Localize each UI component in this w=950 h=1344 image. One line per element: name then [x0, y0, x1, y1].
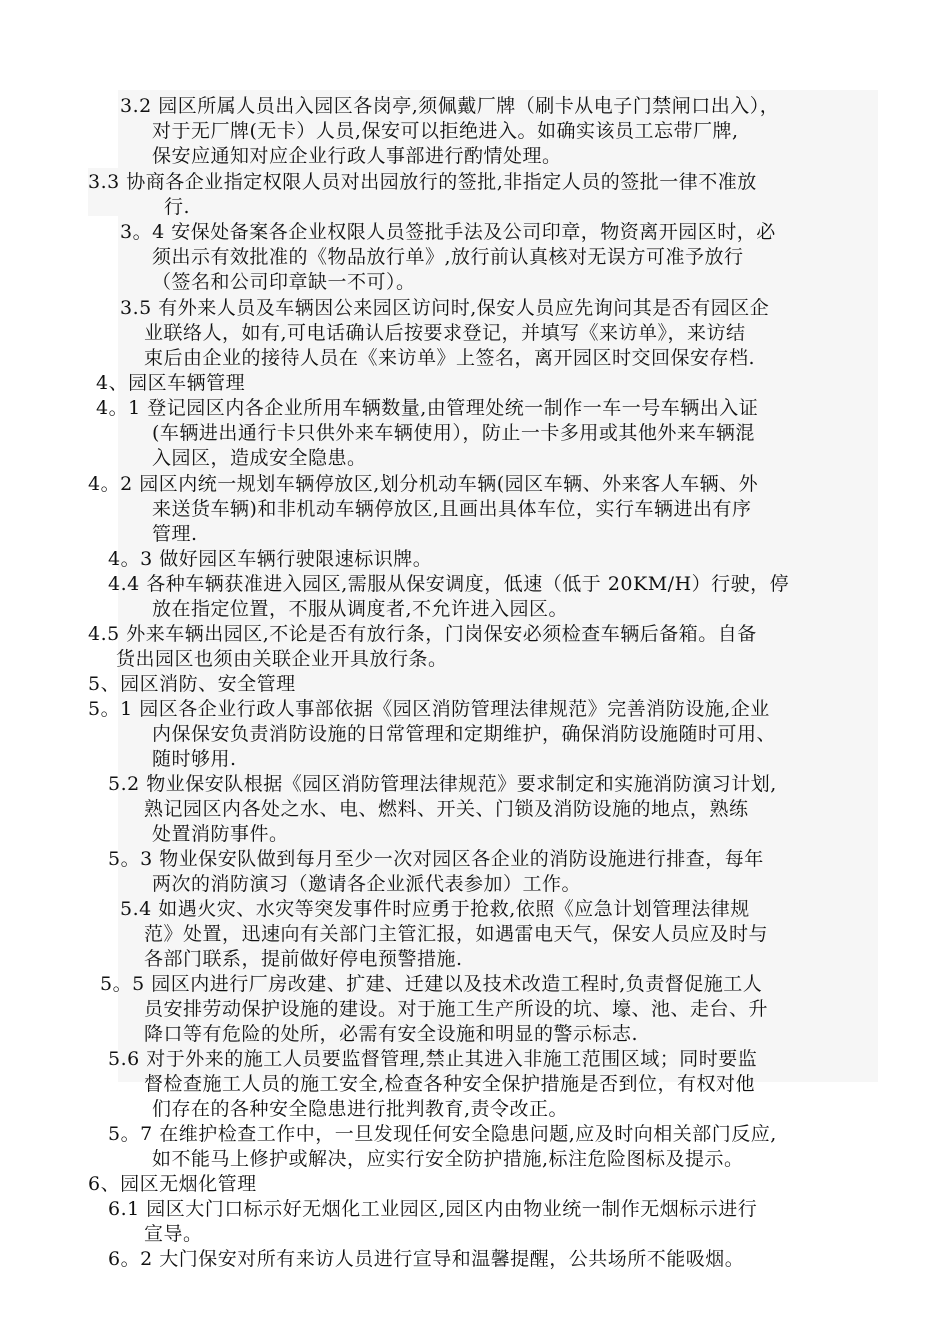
text-line: 如不能马上修护或解决，应实行安全防护措施,标注危险图标及提示。	[152, 1148, 744, 1170]
text-line: 放在指定位置，不服从调度者,不允许进入园区。	[152, 598, 569, 620]
text-line: 保安应通知对应企业行政人事部进行酌情处理。	[152, 145, 562, 167]
text-line: 5。5 园区内进行厂房改建、扩建、迁建以及技术改造工程时,负责督促施工人	[100, 973, 763, 995]
text-line: （签名和公司印章缺一不可）。	[152, 271, 416, 293]
text-line: 4.4 各种车辆获准进入园区,需服从保安调度，低速（低于 20KM/H）行驶，停	[108, 573, 790, 595]
text-line: 5.4 如遇火灾、水灾等突发事件时应勇于抢救,依照《应急计划管理法律规	[120, 898, 750, 920]
text-line: 货出园区也须由关联企业开具放行条。	[116, 648, 448, 670]
text-line: 各部门联系，提前做好停电预警措施.	[144, 948, 463, 970]
text-line: (车辆进出通行卡只供外来车辆使用），防止一卡多用或其他外来车辆混	[152, 422, 755, 444]
section-heading: 5、园区消防、安全管理	[88, 673, 296, 695]
text-line: 4。3 做好园区车辆行驶限速标识牌。	[108, 548, 433, 570]
text-line: 对于无厂牌(无卡）人员,保安可以拒绝进入。如确实该员工忘带厂牌,	[152, 120, 739, 142]
text-line: 3.5 有外来人员及车辆因公来园区访问时,保安人员应先询问其是否有园区企	[120, 297, 770, 319]
text-line: 来送货车辆)和非机动车辆停放区,且画出具体车位，实行车辆进出有序	[152, 498, 752, 520]
text-line: 6。2 大门保安对所有来访人员进行宣导和温馨提醒，公共场所不能吸烟。	[108, 1248, 745, 1270]
text-line: 入园区，造成安全隐患。	[152, 447, 367, 469]
text-line: 3。4 安保处备案各企业权限人员签批手法及公司印章，物资离开园区时，必	[120, 221, 776, 243]
text-line: 3.3 协商各企业指定权限人员对出园放行的签批,非指定人员的签批一律不准放	[88, 171, 757, 193]
text-line: 内保保安负责消防设施的日常管理和定期维护，确保消防设施随时可用、	[152, 723, 777, 745]
text-line: 管理.	[152, 523, 198, 545]
text-line: 5。3 物业保安队做到每月至少一次对园区各企业的消防设施进行排查，每年	[108, 848, 764, 870]
text-line: 员安排劳动保护设施的建设。对于施工生产所设的坑、壕、池、走台、升	[144, 998, 769, 1020]
text-line: 5.2 物业保安队根据《园区消防管理法律规范》要求制定和实施消防演习计划,	[108, 773, 777, 795]
text-line: 5。1 园区各企业行政人事部依据《园区消防管理法律规范》完善消防设施,企业	[88, 698, 770, 720]
text-line: 熟记园区内各处之水、电、燃料、开关、门锁及消防设施的地点，熟练	[144, 798, 749, 820]
text-line: 4.5 外来车辆出园区,不论是否有放行条，门岗保安必须检查车辆后备箱。自备	[88, 623, 757, 645]
text-line: 范》处置，迅速向有关部门主管汇报，如遇雷电天气，保安人员应及时与	[144, 923, 769, 945]
text-line: 4。2 园区内统一规划车辆停放区,划分机动车辆(园区车辆、外来客人车辆、外	[88, 473, 759, 495]
text-line: 降口等有危险的处所，必需有安全设施和明显的警示标志.	[144, 1023, 639, 1045]
text-line: 处置消防事件。	[152, 823, 289, 845]
text-line: 4。1 登记园区内各企业所用车辆数量,由管理处统一制作一车一号车辆出入证	[96, 397, 759, 419]
section-heading: 6、园区无烟化管理	[88, 1173, 257, 1195]
text-line: 5.6 对于外来的施工人员要监督管理,禁止其进入非施工范围区域；同时要监	[108, 1048, 758, 1070]
text-line: 们存在的各种安全隐患进行批判教育,责令改正。	[152, 1098, 569, 1120]
section-heading: 4、园区车辆管理	[96, 372, 246, 394]
text-line: 督检查施工人员的施工安全,检查各种安全保护措施是否到位，有权对他	[144, 1073, 756, 1095]
text-line: 6.1 园区大门口标示好无烟化工业园区,园区内由物业统一制作无烟标示进行	[108, 1198, 758, 1220]
text-line: 5。7 在维护检查工作中，一旦发现任何安全隐患问题,应及时向相关部门反应,	[108, 1123, 777, 1145]
text-line: 3.2 园区所属人员出入园区各岗亭,须佩戴厂牌（刷卡从电子门禁闸口出入），	[120, 95, 780, 117]
text-line: 宣导。	[144, 1223, 203, 1245]
text-line: 两次的消防演习（邀请各企业派代表参加）工作。	[152, 873, 582, 895]
text-line: 业联络人，如有,可电话确认后按要求登记，并填写《来访单》，来访结	[144, 322, 746, 344]
text-line: 须出示有效批准的《物品放行单》,放行前认真核对无误方可准予放行	[152, 246, 744, 268]
text-line: 随时够用.	[152, 748, 237, 770]
text-line: 行.	[164, 196, 191, 218]
text-line: 束后由企业的接待人员在《来访单》上签名，离开园区时交回保安存档.	[144, 347, 756, 369]
